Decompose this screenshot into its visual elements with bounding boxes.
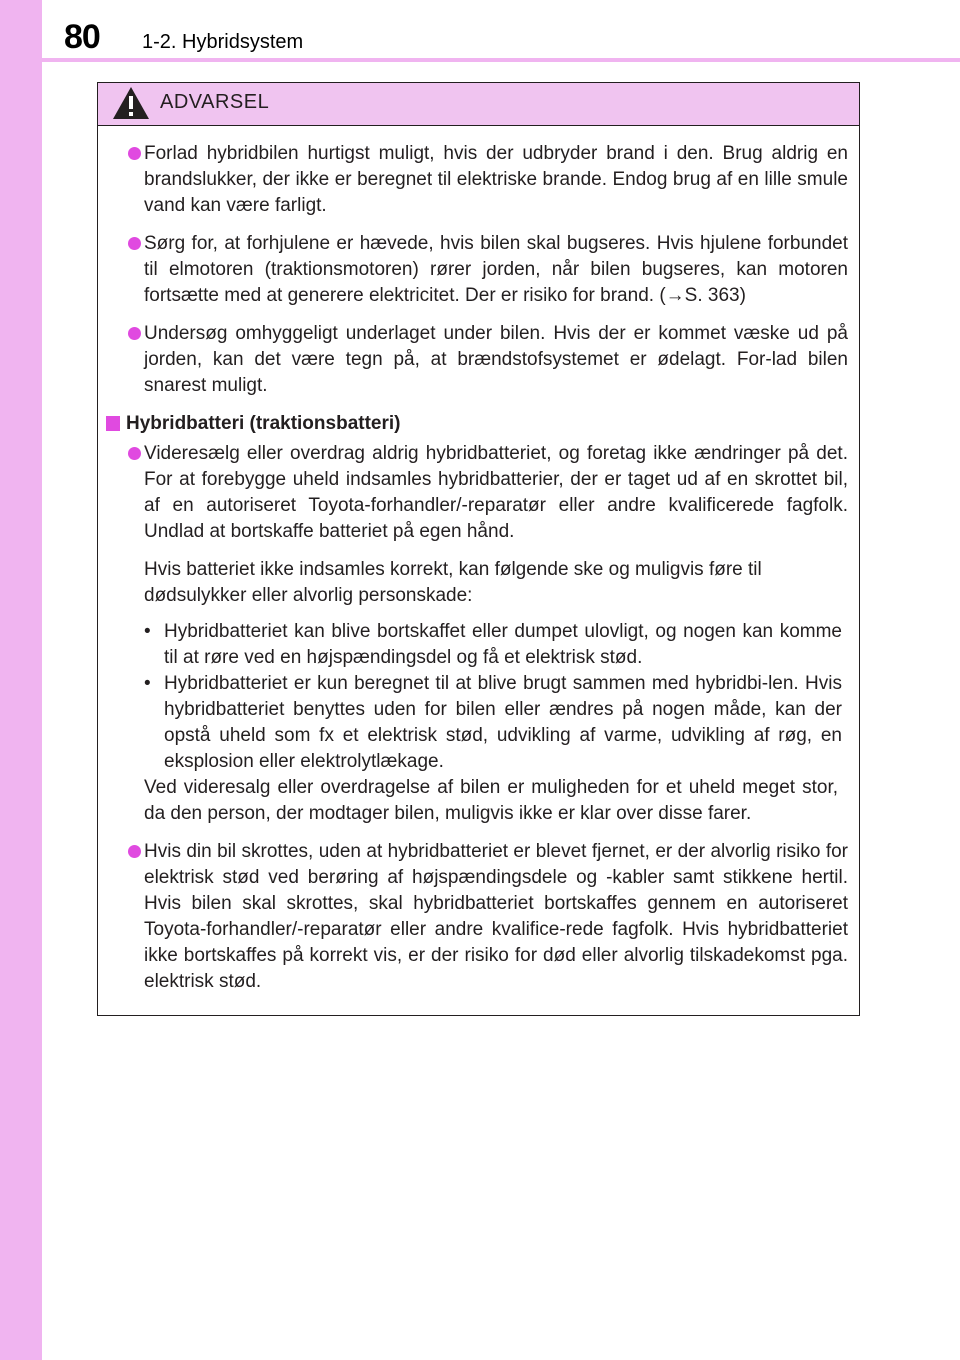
warning-item [98, 839, 858, 995]
warning-content [98, 141, 858, 1007]
warning-item-text: Hvis din bil skrottes, uden at hybridbatteriet er blevet fjernet, er der alvorlig risiko for elektrisk stød ved berøring af højspændingsdele og -kabler samt stikkene hertil. Hvis bilen skal skrottes, skal hybridbatteriet bortskaffes gennem en autoriseret Toyota-forhandler/-reparatør eller andre kvalifice-rede fagfolk. Hvis hybridbatteriet ikke bortskaffes på korrekt vis, er der risiko for død eller alvorlig tilskadekomst pga. elektrisk stød. [144, 841, 848, 992]
sub-list-text: Hybridbatteriet er kun beregnet til at blive brugt sammen med hybridbi-len. Hvis hybridbatteriet benyttes uden for bilen eller ændres på nogen måde, kan der opstå uheld som fx et elektrisk stød, udvikling af varme, udvikling af røg, en eksplosion eller elektrolytlækage. [164, 673, 842, 772]
bullet-icon [128, 327, 141, 340]
warning-item-text: Sørg for, at forhjulene er hævede, hvis bilen skal bugseres. Hvis hjulene forbundet til elmotoren (traktionsmotoren) rører jorden, når bilen bugseres, kan motoren fortsætte med at generere elektricitet. Der er risiko for brand. (→S. 363) [144, 233, 848, 306]
warning-header [98, 83, 859, 126]
bullet-icon [128, 845, 141, 858]
paragraph: Ved videresalg eller overdragelse af bilen er muligheden for et uheld meget stor, da den person, der modtager bilen, muligvis ikke er klar over disse farer. [144, 777, 838, 824]
sub-list-item [98, 671, 858, 775]
sub-list-text: Hybridbatteriet kan blive bortskaffet eller dumpet ulovligt, og nogen kan komme til at røre ved en højspændingsdel og få et elektrisk stød. [164, 621, 842, 668]
warning-box [97, 82, 860, 1016]
section-heading [98, 411, 858, 437]
page-side-strip [0, 0, 42, 1360]
bullet-icon [128, 147, 141, 160]
warning-title: ADVARSEL [160, 91, 270, 113]
bullet-icon [128, 237, 141, 250]
page-number: 80 [64, 18, 100, 56]
warning-item [98, 141, 858, 219]
warning-item [98, 231, 858, 309]
warning-item-text: Forlad hybridbilen hurtigst muligt, hvis der udbryder brand i den. Brug aldrig en brandslukker, der ikke er beregnet til elektriske brande. Endog brug af en lille smule vand kan være farligt. [144, 143, 848, 216]
dot-bullet-icon: • [144, 621, 151, 642]
sub-list-item [98, 619, 858, 671]
warning-item [98, 321, 858, 399]
warning-item [98, 441, 858, 545]
warning-triangle-icon [112, 86, 150, 120]
warning-item-text: Undersøg omhyggeligt underlaget under bilen. Hvis der er kommet væske ud på jorden, kan det være tegn på, at brændstofsystemet er ødelagt. For-lad bilen snarest muligt. [144, 323, 848, 396]
header-rule [42, 58, 960, 62]
square-bullet-icon [106, 416, 120, 431]
dot-bullet-icon: • [144, 673, 151, 694]
paragraph: Hvis batteriet ikke indsamles korrekt, kan følgende ske og muligvis føre til dødsulykker eller alvorlig personskade: [144, 559, 762, 606]
bullet-icon [128, 447, 141, 460]
section-title: 1-2. Hybridsystem [142, 31, 304, 53]
warning-item-text: Videresælg eller overdrag aldrig hybridbatteriet, og foretag ikke ændringer på det. For at forebygge uheld indsamles hybridbatterier, der er taget ud af en skrottet bil, af en autoriseret Toyota-forhandler/-reparatør eller andre kvalificerede fagfolk. Undlad at bortskaffe batteriet på egen hånd. [144, 443, 848, 542]
section-heading-text: Hybridbatteri (traktionsbatteri) [126, 413, 401, 434]
